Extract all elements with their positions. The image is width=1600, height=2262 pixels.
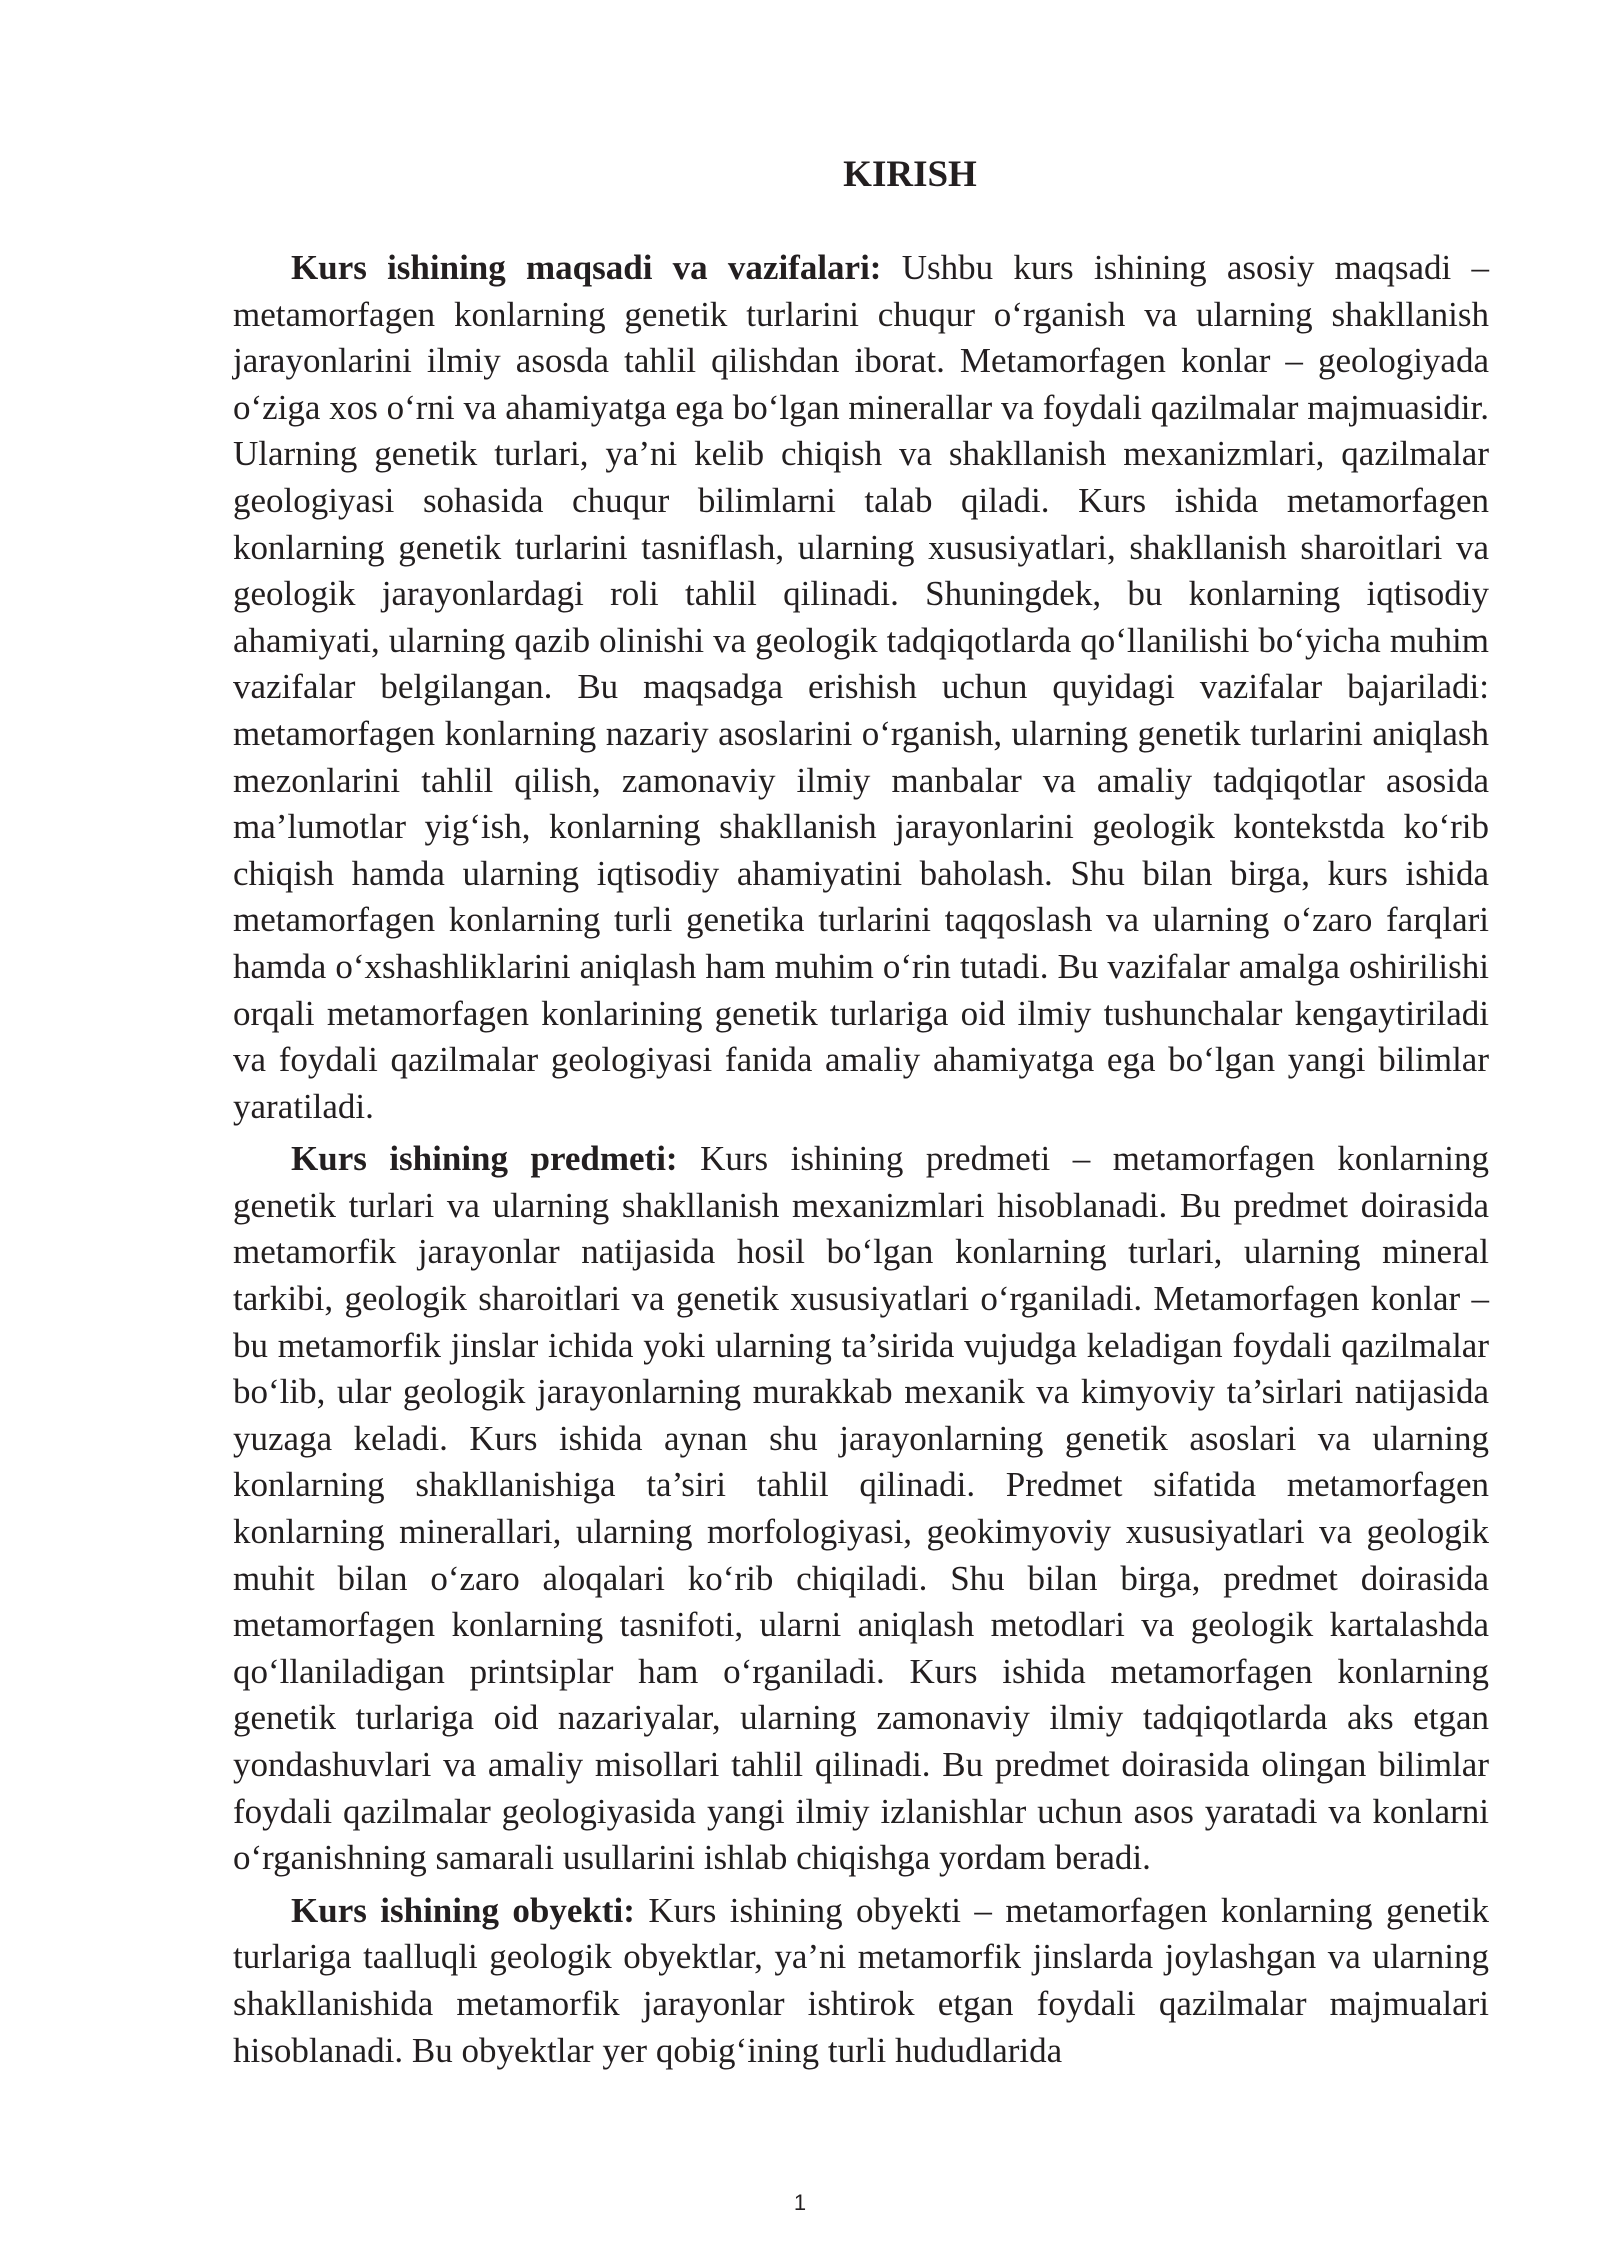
paragraph-subject [233, 1136, 1489, 1882]
paragraph-lead: Kurs ishining obyekti: [291, 1890, 635, 1930]
paragraph-text: Kurs ishining obyekti – metamorfagen konlarning genetik turlariga taalluqli geologik obyektlar, ya’ni metamorfik jinslarda joylashgan va ularning shakllanishida metamorfik jarayonlar ishtirok etgan foydali qazilmalar majmualari hisoblanadi. Bu obyektlar yer qobig‘ining turli hududlarida [233, 1890, 1489, 2070]
paragraph-text: Ushbu kurs ishining asosiy maqsadi – metamorfagen konlarning genetik turlarini chuqur o‘rganish va ularning shakllanish jarayonlarini ilmiy asosda tahlil qilishdan iborat. Metamorfagen konlar – geologiyada o‘ziga xos o‘rni va ahamiyatga ega bo‘lgan minerallar va foydali qazilmalar majmuasidir. Ularning genetik turlari, ya’ni kelib chiqish va shakllanish mexanizmlari, qazilmalar geologiyasi sohasida chuqur bilimlarni talab qiladi. Kurs ishida metamorfagen konlarning genetik turlarini tasniflash, ularning xususiyatlari, shakllanish sharoitlari va geologik jarayonlardagi roli tahlil qilinadi. Shuningdek, bu konlarning iqtisodiy ahamiyati, ularning qazib olinishi va geologik tadqiqotlarda qo‘llanilishi bo‘yicha muhim vazifalar belgilangan. Bu maqsadga erishish uchun quyidagi vazifalar bajariladi: metamorfagen konlarning nazariy asoslarini o‘rganish, ularning genetik turlarini aniqlash mezonlarini tahlil qilish, zamonaviy ilmiy manbalar va amaliy tadqiqotlar asosida ma’lumotlar yig‘ish, konlarning shakllanish jarayonlarini geologik kontekstda ko‘rib chiqish hamda ularning iqtisodiy ahamiyatini baholash. Shu bilan birga, kurs ishida metamorfagen konlarning turli genetika turlarini taqqoslash va ularning o‘zaro farqlari hamda o‘xshashliklarini aniqlash ham muhim o‘rin tutadi. Bu vazifalar amalga oshirilishi orqali metamorfagen konlarining genetik turlariga oid ilmiy tushunchalar kengaytiriladi va foydali qazilmalar geologiyasi fanida amaliy ahamiyatga ega bo‘lgan yangi bilimlar yaratiladi. [233, 248, 1490, 1126]
page-title: KIRISH [843, 154, 977, 195]
paragraph-object [233, 1888, 1489, 2074]
paragraph-lead: Kurs ishining predmeti: [291, 1139, 678, 1179]
document-page [233, 145, 1489, 2080]
page-number: 1 [793, 2190, 807, 2215]
paragraph-text: Kurs ishining predmeti – metamorfagen konlarning genetik turlari va ularning shakllanish mexanizmlari hisoblanadi. Bu predmet doirasida metamorfik jarayonlar natijasida hosil bo‘lgan konlarning turlari, ularning mineral tarkibi, geologik sharoitlari va genetik xususiyatlari o‘rganiladi. Metamorfagen konlar – bu metamorfik jinslar ichida yoki ularning ta’sirida vujudga keladigan foydali qazilmalar bo‘lib, ular geologik jarayonlarning murakkab mexanik va kimyoviy ta’sirlari natijasida yuzaga keladi. Kurs ishida aynan shu jarayonlarning genetik asoslari va ularning konlarning shakllanishiga ta’siri tahlil qilinadi. Predmet sifatida metamorfagen konlarning minerallari, ularning morfologiyasi, geokimyoviy xususiyatlari va geologik muhit bilan o‘zaro aloqalari ko‘rib chiqiladi. Shu bilan birga, predmet doirasida metamorfagen konlarning tasnifoti, ularni aniqlash metodlari va geologik kartalashda qo‘llaniladigan printsiplar ham o‘rganiladi. Kurs ishida metamorfagen konlarning genetik turlariga oid nazariyalar, ularning zamonaviy ilmiy tadqiqotlarda aks etgan yondashuvlari va amaliy misollari tahlil qilinadi. Bu predmet doirasida olingan bilimlar foydali qazilmalar geologiyasida yangi ilmiy izlanishlar uchun asos yaratadi va konlarni o‘rganishning samarali usullarini ishlab chiqishga yordam beradi. [233, 1139, 1489, 1878]
paragraph-lead: Kurs ishining maqsadi va vazifalari: [291, 248, 882, 287]
paragraph-goals [233, 245, 1489, 1130]
